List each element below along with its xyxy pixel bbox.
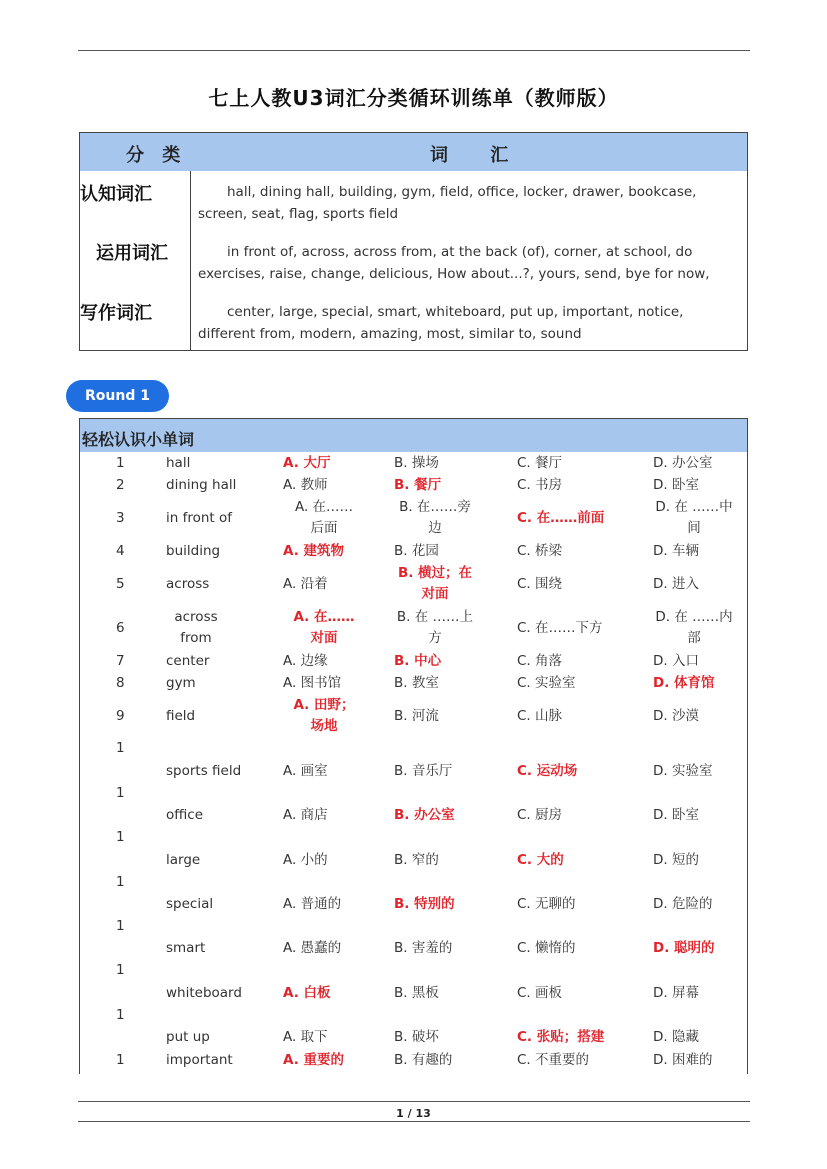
words-cognitive: hall, dining hall, building, gym, field, office, locker, drawer, bookcase, screen, seat, flag, sports field xyxy=(198,184,697,222)
word: important xyxy=(166,1052,233,1068)
option-d[interactable]: D. 短的 xyxy=(653,852,699,868)
option-c[interactable]: C. 在……前面 xyxy=(517,510,605,526)
option-c[interactable]: C. 厨房 xyxy=(517,807,563,823)
num: 1 xyxy=(116,785,125,801)
page-title: 七上人教U3词汇分类循环训练单（教师版） xyxy=(208,86,619,110)
table-row xyxy=(80,650,747,672)
option-d[interactable]: D. 进入 xyxy=(653,576,699,592)
word: special xyxy=(166,896,214,912)
option-c[interactable]: C. 角落 xyxy=(517,653,563,669)
option-a[interactable]: A. 教师 xyxy=(283,477,328,493)
option-b[interactable]: B. 在 ……上 方 xyxy=(396,609,474,646)
num: 1 xyxy=(116,962,125,978)
option-c[interactable]: C. 实验室 xyxy=(517,675,576,691)
option-a[interactable]: A. 画室 xyxy=(283,763,328,779)
word: dining hall xyxy=(166,477,237,493)
option-a[interactable]: A. 图书馆 xyxy=(283,675,342,691)
table-row xyxy=(80,562,747,606)
table-row xyxy=(80,540,747,562)
words-writing: center, large, special, smart, whiteboard, put up, important, notice, different from, modern, amazing, most, similar to, sound xyxy=(198,304,684,342)
option-c[interactable]: C. 懒惰的 xyxy=(517,940,576,956)
option-c[interactable]: C. 在……下方 xyxy=(517,620,603,636)
word: building xyxy=(166,543,221,559)
option-c[interactable]: C. 大的 xyxy=(517,852,564,868)
option-b[interactable]: B. 餐厅 xyxy=(394,477,442,493)
word: whiteboard xyxy=(166,985,242,1001)
category-label-cognitive: 认知词汇 xyxy=(80,184,152,205)
option-b[interactable]: B. 操场 xyxy=(394,455,439,471)
round-badge: Round 1 xyxy=(66,380,169,412)
num: 4 xyxy=(116,543,125,559)
option-b[interactable]: B. 有趣的 xyxy=(394,1052,453,1068)
header-words: 词 汇 xyxy=(430,145,527,166)
option-a[interactable]: A. 白板 xyxy=(283,985,331,1001)
option-b[interactable]: B. 横过；在 对面 xyxy=(397,565,473,602)
option-d[interactable]: D. 在 ……内 部 xyxy=(655,609,733,646)
table-row xyxy=(80,496,747,540)
table-row xyxy=(80,960,747,1005)
option-a[interactable]: A. 边缘 xyxy=(283,653,328,669)
word: sports field xyxy=(166,763,242,779)
option-b[interactable]: B. 教室 xyxy=(394,675,439,691)
table-row xyxy=(80,1049,747,1071)
num: 8 xyxy=(116,675,125,691)
num: 1 xyxy=(116,1007,125,1023)
num: 1 xyxy=(116,874,125,890)
option-a[interactable]: A. 田野； 场地 xyxy=(293,697,355,734)
option-b[interactable]: B. 河流 xyxy=(394,708,439,724)
table-row xyxy=(80,474,747,496)
option-c[interactable]: C. 围绕 xyxy=(517,576,563,592)
bottom-rule-top xyxy=(78,1101,750,1102)
table-row xyxy=(80,872,747,916)
option-a[interactable]: A. 取下 xyxy=(283,1029,328,1045)
num: 1 xyxy=(116,740,125,756)
option-a[interactable]: A. 愚蠢的 xyxy=(283,940,342,956)
word: field xyxy=(166,708,196,724)
option-c[interactable]: C. 桥梁 xyxy=(517,543,563,559)
word: put up xyxy=(166,1029,210,1045)
words-usage: in front of, across, across from, at the back (of), corner, at school, do exercises, raise, change, delicious, How about...?, yours, send, bye for now, xyxy=(198,244,710,282)
option-b[interactable]: B. 花园 xyxy=(394,543,439,559)
num: 1 xyxy=(116,918,125,934)
option-a[interactable]: A. 商店 xyxy=(283,807,328,823)
table-row xyxy=(80,738,747,783)
option-b[interactable]: B. 窄的 xyxy=(394,852,439,868)
num: 5 xyxy=(116,576,125,592)
option-a[interactable]: A. 大厅 xyxy=(283,455,331,471)
option-d[interactable]: D. 聪明的 xyxy=(653,940,715,956)
table-row xyxy=(80,827,747,872)
table-row xyxy=(80,452,747,474)
word: hall xyxy=(166,455,191,471)
option-c[interactable]: C. 不重要的 xyxy=(517,1052,590,1068)
num: 9 xyxy=(116,708,125,724)
option-b[interactable]: B. 破坏 xyxy=(394,1029,439,1045)
option-d[interactable]: D. 隐藏 xyxy=(653,1029,699,1045)
option-a[interactable]: A. 建筑物 xyxy=(283,543,345,559)
word: office xyxy=(166,807,204,823)
option-d[interactable]: D. 困难的 xyxy=(653,1052,713,1068)
option-d[interactable]: D. 屏幕 xyxy=(653,985,699,1001)
category-label-writing: 写作词汇 xyxy=(80,303,152,324)
option-c[interactable]: C. 无聊的 xyxy=(517,896,576,912)
option-a[interactable]: A. 普通的 xyxy=(283,896,342,912)
table-row xyxy=(80,694,747,738)
vocab-table xyxy=(79,132,748,351)
vocab-table-header xyxy=(80,133,747,171)
quiz-table xyxy=(79,418,748,1074)
option-b[interactable]: B. 音乐厅 xyxy=(394,763,453,779)
num: 3 xyxy=(116,510,125,526)
word: center xyxy=(166,653,210,669)
option-a[interactable]: A. 小的 xyxy=(283,852,328,868)
option-d[interactable]: D. 卧室 xyxy=(653,477,699,493)
page-number: 1 / 13 xyxy=(396,1107,431,1120)
bottom-rule xyxy=(78,1121,750,1122)
option-d[interactable]: D. 危险的 xyxy=(653,896,713,912)
word: across from xyxy=(174,609,218,646)
option-b[interactable]: B. 害羞的 xyxy=(394,940,453,956)
option-d[interactable]: D. 在 ……中 间 xyxy=(655,499,733,536)
option-a[interactable]: A. 在…… 后面 xyxy=(294,499,354,536)
option-b[interactable]: B. 特别的 xyxy=(394,896,455,912)
table-row xyxy=(80,672,747,694)
table-row xyxy=(80,1005,747,1049)
option-b[interactable]: B. 黑板 xyxy=(394,985,439,1001)
word: in front of xyxy=(166,510,233,526)
word: large xyxy=(166,852,201,868)
option-c[interactable]: C. 书房 xyxy=(517,477,563,493)
option-d[interactable]: D. 沙漠 xyxy=(653,708,699,724)
option-c[interactable]: C. 张贴；搭建 xyxy=(517,1029,605,1045)
num: 1 xyxy=(116,829,125,845)
option-a[interactable]: A. 沿着 xyxy=(283,576,328,592)
option-d[interactable]: D. 办公室 xyxy=(653,455,713,471)
option-c[interactable]: C. 画板 xyxy=(517,985,563,1001)
option-d[interactable]: D. 车辆 xyxy=(653,543,699,559)
quiz-table-header xyxy=(80,419,747,452)
header-category: 分 类 xyxy=(126,145,187,166)
table-row xyxy=(80,783,747,827)
quiz-header-title: 轻松认识小单词 xyxy=(82,430,195,449)
option-d[interactable]: D. 体育馆 xyxy=(653,675,715,691)
option-c[interactable]: C. 餐厅 xyxy=(517,455,563,471)
category-label-usage: 运用词汇 xyxy=(96,243,168,264)
table-row xyxy=(80,606,747,650)
option-a[interactable]: A. 重要的 xyxy=(283,1052,345,1068)
word: across xyxy=(166,576,210,592)
option-a[interactable]: A. 在…… 对面 xyxy=(293,609,355,646)
num: 2 xyxy=(116,477,125,493)
option-b[interactable]: B. 办公室 xyxy=(394,807,455,823)
num: 1 xyxy=(116,455,125,471)
option-c[interactable]: C. 山脉 xyxy=(517,708,563,724)
word: smart xyxy=(166,940,206,956)
top-rule xyxy=(78,50,750,51)
word: gym xyxy=(166,675,196,691)
table-row xyxy=(80,916,747,960)
option-b[interactable]: B. 在……旁 边 xyxy=(399,499,471,536)
option-d[interactable]: D. 实验室 xyxy=(653,763,713,779)
num: 1 xyxy=(116,1052,125,1068)
column-divider xyxy=(190,171,191,351)
option-c[interactable]: C. 运动场 xyxy=(517,763,578,779)
option-d[interactable]: D. 卧室 xyxy=(653,807,699,823)
num: 7 xyxy=(116,653,125,669)
num: 6 xyxy=(116,620,125,636)
option-b[interactable]: B. 中心 xyxy=(394,653,442,669)
option-d[interactable]: D. 入口 xyxy=(653,653,699,669)
